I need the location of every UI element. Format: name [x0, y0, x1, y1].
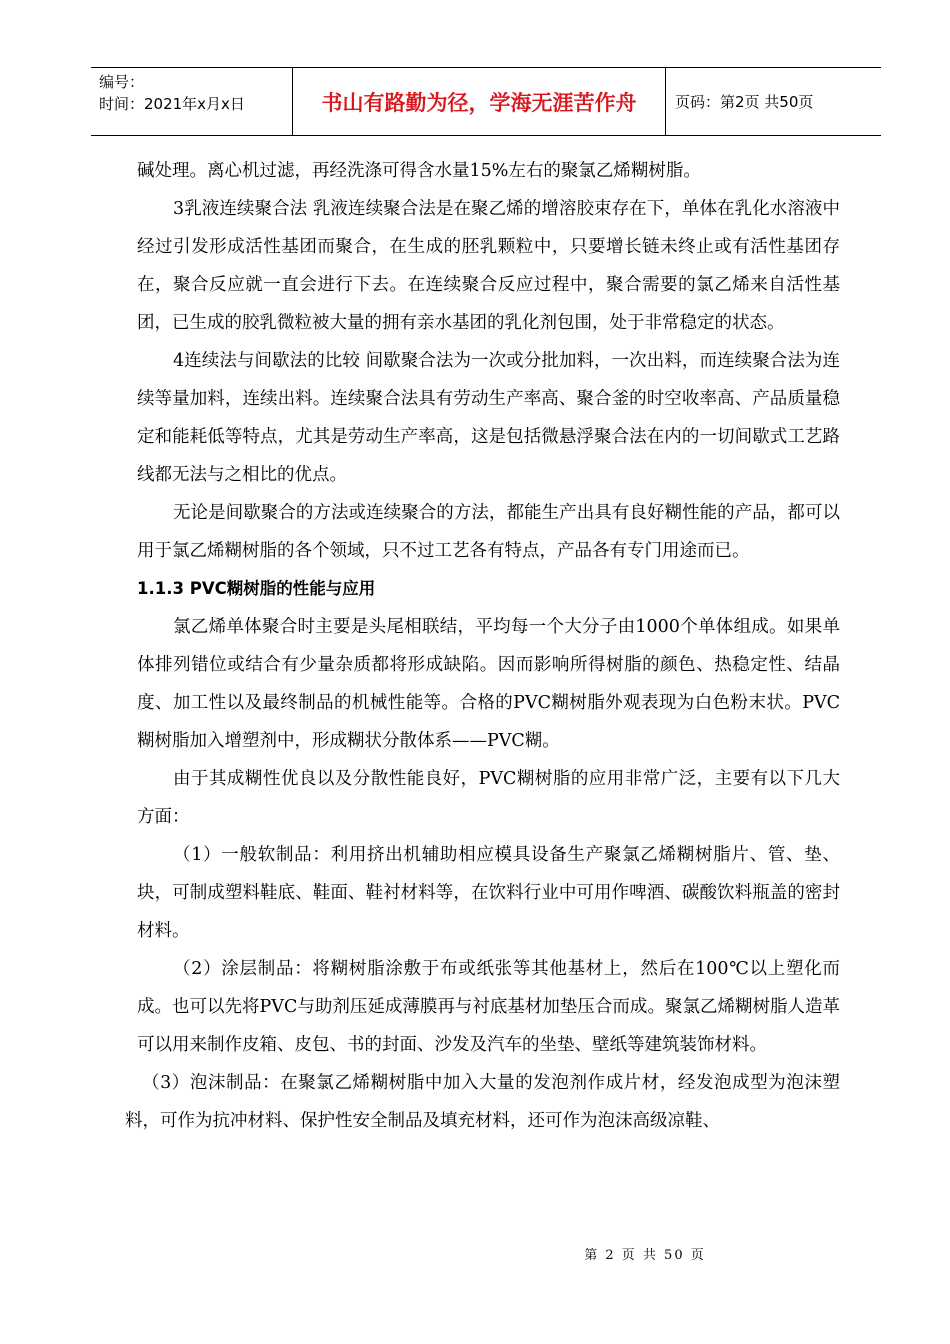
document-body: [125, 152, 840, 1140]
paragraph-5: 氯乙烯单体聚合时主要是头尾相联结，平均每一个大分子由1000个单体组成。如果单体排列错位或结合有少量杂质都将形成缺陷。因而影响所得树脂的颜色、热稳定性、结晶度、加工性以及最终制品的机械性能等。合格的PVC糊树脂外观表现为白色粉末状。PVC糊树脂加入增塑剂中，形成糊状分散体系——PVC糊。: [137, 617, 840, 751]
paragraph-7: （1）一般软制品：利用挤出机辅助相应模具设备生产聚氯乙烯糊树脂片、管、垫、块，可制成塑料鞋底、鞋面、鞋衬材料等，在饮料行业中可用作啤酒、碳酸饮料瓶盖的密封材料。: [137, 845, 840, 941]
page-header: [91, 67, 881, 136]
header-page-label: 页码：第2页 共50页: [675, 93, 814, 111]
paragraph-4: 无论是间歇聚合的方法或连续聚合的方法，都能生产出具有良好糊性能的产品，都可以用于氯乙烯糊树脂的各个领域，只不过工艺各有特点，产品各有专门用途而已。: [137, 503, 840, 561]
paragraph-3: 4连续法与间歇法的比较 间歇聚合法为一次或分批加料，一次出料，而连续聚合法为连续等量加料，连续出料。连续聚合法具有劳动生产率高、聚合釜的时空收率高、产品质量稳定和能耗低等特点，尤其是劳动生产率高，这是包括微悬浮聚合法在内的一切间歇式工艺路线都无法与之相比的优点。: [137, 351, 840, 485]
paragraph-8: （2）涂层制品：将糊树脂涂敷于布或纸张等其他基材上，然后在100℃以上塑化而成。也可以先将PVC与助剂压延成薄膜再与衬底基材加垫压合而成。聚氯乙烯糊树脂人造革可以用来制作皮箱、皮包、书的封面、沙发及汽车的坐垫、壁纸等建筑装饰材料。: [137, 959, 840, 1055]
paragraph-6: 由于其成糊性优良以及分散性能良好，PVC糊树脂的应用非常广泛，主要有以下几大方面：: [137, 769, 840, 827]
header-motto: 书山有路勤为径，学海无涯苦作舟: [321, 90, 637, 115]
paragraph-9: （3）泡沫制品：在聚氯乙烯糊树脂中加入大量的发泡剂作成片材，经发泡成型为泡沫塑料，可作为抗冲材料、保护性安全制品及填充材料，还可作为泡沫高级凉鞋、: [125, 1073, 840, 1131]
header-number-label: 编号：: [99, 73, 145, 91]
paragraph-2: 3乳液连续聚合法 乳液连续聚合法是在聚乙烯的增溶胶束存在下，单体在乳化水溶液中经过引发形成活性基团而聚合，在生成的胚乳颗粒中，只要增长链未终止或有活性基团存在，聚合反应就一直会进行下去。在连续聚合反应过程中，聚合需要的氯乙烯来自活性基团，已生成的胶乳微粒被大量的拥有亲水基团的乳化剂包围，处于非常稳定的状态。: [137, 199, 840, 333]
header-time-label: 时间：2021年x月x日: [99, 95, 245, 113]
header-meta: [99, 71, 245, 115]
paragraph-1: 碱处理。离心机过滤，再经洗涤可得含水量15%左右的聚氯乙烯糊树脂。: [137, 161, 701, 181]
page-footer: 第 2 页 共 50 页: [584, 1248, 706, 1263]
section-heading: 1.1.3 PVC糊树脂的性能与应用: [137, 579, 376, 598]
header-divider-right: [665, 67, 666, 136]
